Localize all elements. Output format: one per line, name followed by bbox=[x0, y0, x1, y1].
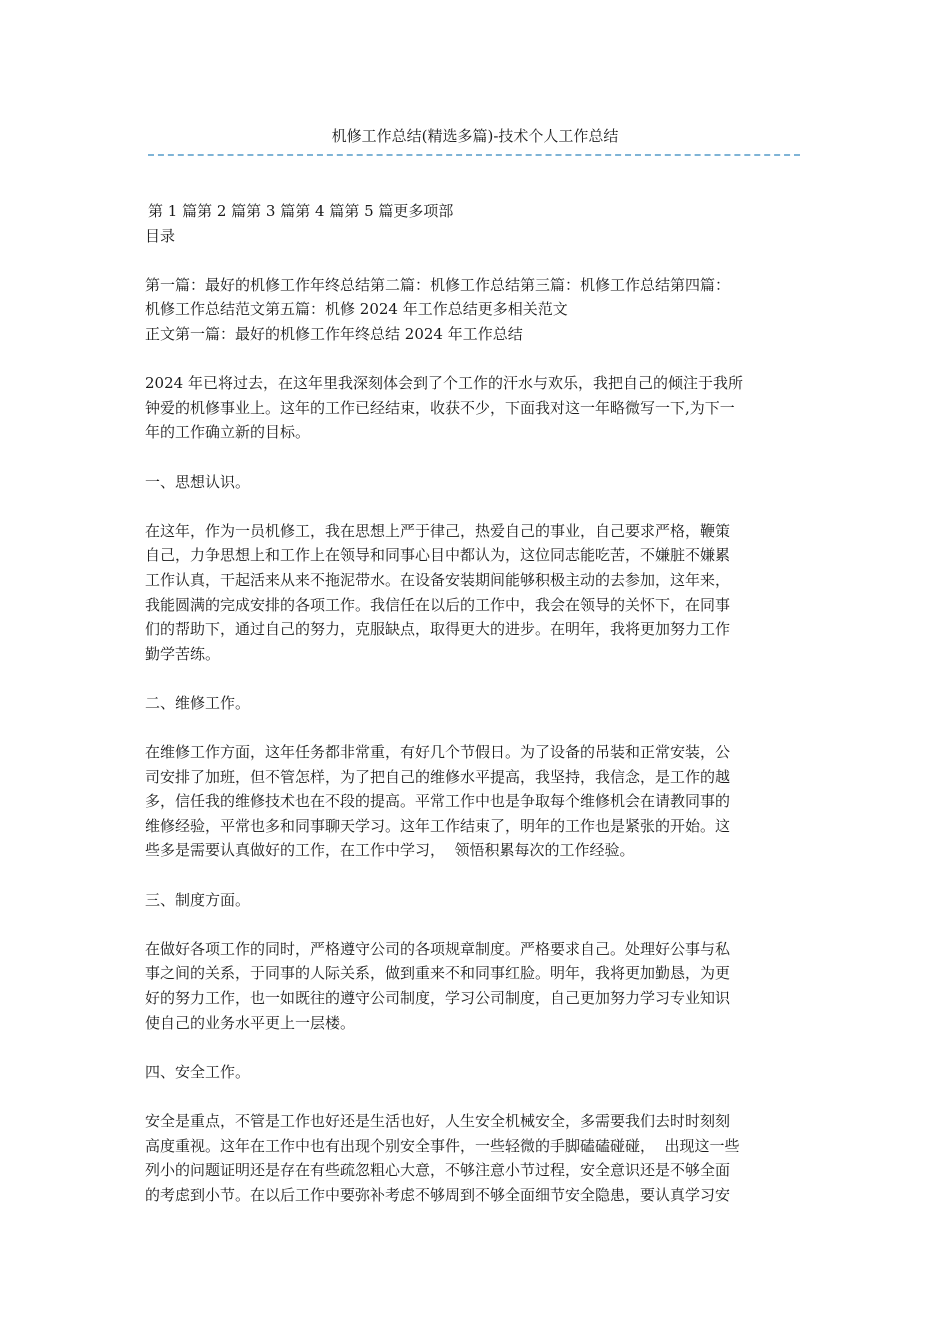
document-title: 机修工作总结(精选多篇)-技术个人工作总结 bbox=[331, 127, 619, 145]
text-line: 列小的问题证明还是存在有些疏忽粗心大意，不够注意小节过程，安全意识还是不够全面 bbox=[145, 1161, 731, 1180]
section-paragraph bbox=[145, 740, 810, 863]
text-line: 在维修工作方面，这年任务都非常重，有好几个节假日。为了设备的吊装和正常安装，公 bbox=[145, 743, 731, 762]
document-body bbox=[145, 199, 810, 1207]
title-divider bbox=[148, 154, 800, 156]
toc-line: 机修工作总结范文第五篇：机修 2024 年工作总结更多相关范文 bbox=[145, 300, 568, 319]
section-heading: 一、思想认识。 bbox=[145, 472, 251, 491]
text-line: 多，信任我的维修技术也在不段的提高。平常工作中也是争取每个维修机会在请教同事的 bbox=[145, 792, 731, 811]
toc-block bbox=[145, 273, 810, 347]
text-line: 年的工作确立新的目标。 bbox=[145, 423, 311, 442]
toc-line: 正文第一篇：最好的机修工作年终总结 2024 年工作总结 bbox=[145, 324, 523, 343]
text-line: 高度重视。这年在工作中也有出现个别安全事件，一些轻微的手脚磕磕碰碰， 出现这一些 bbox=[145, 1136, 740, 1155]
toc-line: 第一篇：最好的机修工作年终总结第二篇：机修工作总结第三篇：机修工作总结第四篇： bbox=[145, 275, 731, 294]
text-line: 安全是重点，不管是工作也好还是生活也好，人生安全机械安全，多需要我们去时时刻刻 bbox=[145, 1111, 731, 1130]
section-heading: 四、安全工作。 bbox=[145, 1062, 251, 1081]
section-paragraph bbox=[145, 937, 810, 1035]
section-paragraph bbox=[145, 519, 810, 667]
text-line: 勤学苦练。 bbox=[145, 644, 221, 663]
text-line: 自己，力争思想上和工作上在领导和同事心目中都认为，这位同志能吃苦，不嫌脏不嫌累 bbox=[145, 546, 731, 565]
text-line: 2024 年已将过去，在这年里我深刻体会到了个工作的汗水与欢乐，我把自己的倾注于我所 bbox=[145, 374, 743, 393]
text-line: 工作认真，干起活来从来不拖泥带水。在设备安装期间能够积极主动的去参加，这年来， bbox=[145, 570, 731, 589]
text-line: 些多是需要认真做好的工作，在工作中学习， 领悟积累每次的工作经验。 bbox=[145, 841, 635, 860]
text-line: 的考虑到小节。在以后工作中要弥补考虑不够周到不够全面细节安全隐患，要认真学习安 bbox=[145, 1185, 731, 1204]
text-line: 事之间的关系，于同事的人际关系，做到重来不和同事红脸。明年，我将更加勤恳，为更 bbox=[145, 964, 731, 983]
section-heading: 三、制度方面。 bbox=[145, 890, 251, 909]
text-line: 们的帮助下，通过自己的努力，克服缺点，取得更大的进步。在明年，我将更加努力工作 bbox=[145, 620, 731, 639]
section-heading: 二、维修工作。 bbox=[145, 693, 251, 712]
text-line: 司安排了加班，但不管怎样，为了把自己的维修水平提高，我坚持，我信念，是工作的越 bbox=[145, 767, 731, 786]
intro-paragraph bbox=[145, 371, 810, 445]
chapter-nav-links[interactable]: 第 1 篇第 2 篇第 3 篇第 4 篇第 5 篇更多项部 bbox=[148, 202, 454, 220]
text-line: 维修经验，平常也多和同事聊天学习。这年工作结束了，明年的工作也是紧张的开始。这 bbox=[145, 816, 731, 835]
text-line: 我能圆满的完成安排的各项工作。我信任在以后的工作中，我会在领导的关怀下，在同事 bbox=[145, 595, 731, 614]
text-line: 在这年，作为一员机修工，我在思想上严于律己，热爱自己的事业，自己要求严格，鞭策 bbox=[145, 521, 731, 540]
section-paragraph bbox=[145, 1109, 810, 1207]
text-line: 钟爱的机修事业上。这年的工作已经结束，收获不少，下面我对这一年略微写一下,为下一 bbox=[145, 398, 735, 417]
text-line: 好的努力工作，也一如既往的遵守公司制度，学习公司制度，自己更加努力学习专业知识 bbox=[145, 989, 731, 1007]
text-line: 使自己的业务水平更上一层楼。 bbox=[145, 1013, 356, 1032]
toc-label: 目录 bbox=[145, 226, 176, 245]
text-line: 在做好各项工作的同时，严格遵守公司的各项规章制度。严格要求自己。处理好公事与私 bbox=[145, 939, 731, 958]
